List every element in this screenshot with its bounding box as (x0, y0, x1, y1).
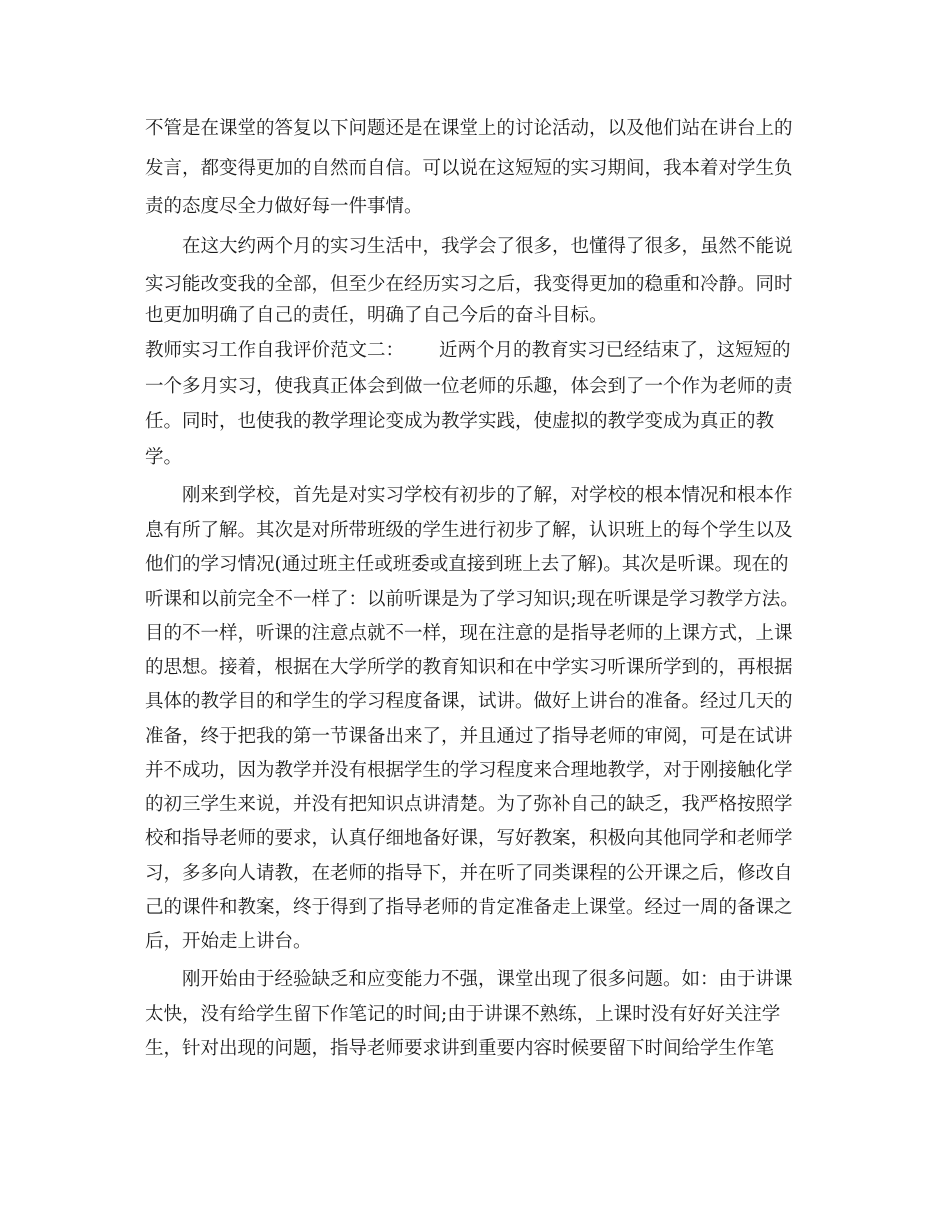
paragraph-1-line-3: 责的态度尽全力做好每一件事情。 (145, 196, 423, 217)
paragraph-4-line-13: 己的课件和教案，终于得到了指导老师的肯定准备走上课堂。经过一周的备课之 (145, 897, 793, 918)
paragraph-3-line-2: 一个多月实习，使我真正体会到做一位老师的乐趣，体会到了一个作为老师的责 (145, 376, 793, 397)
paragraph-4-line-8: 准备，终于把我的第一节课备出来了，并且通过了指导老师的审阅，可是在试讲 (145, 726, 793, 747)
paragraph-4-line-4: 听课和以前完全不一样了：以前听课是为了学习知识;现在听课是学习教学方法。 (145, 589, 799, 610)
paragraph-2-line-1: 在这大约两个月的实习生活中，我学会了很多，也懂得了很多，虽然不能说 (182, 236, 793, 257)
paragraph-4-line-10: 的初三学生来说，并没有把知识点讲清楚。为了弥补自己的缺乏，我严格按照学 (145, 794, 793, 815)
paragraph-3-line-4: 学。 (145, 447, 183, 468)
paragraph-2-line-3: 也更加明确了自己的责任，明确了自己今后的奋斗目标。 (145, 305, 608, 326)
paragraph-4-line-14: 后，开始走上讲台。 (145, 931, 312, 952)
paragraph-3-line-1 (145, 339, 791, 363)
section-heading: 教师实习工作自我评价范文二： (145, 340, 405, 361)
paragraph-1-line-2: 发言，都变得更加的自然而自信。可以说在这短短的实习期间，我本着对学生负 (145, 158, 793, 179)
paragraph-4-line-3: 他们的学习情况(通过班主任或班委或直接到班上去了解)。其次是听课。现在的 (145, 554, 789, 575)
paragraph-1-line-1: 不管是在课堂的答复以下问题还是在课堂上的讨论活动，以及他们站在讲台上的 (145, 118, 793, 139)
paragraph-3-line-3: 任。同时，也使我的教学理论变成为教学实践，使虚拟的教学变成为真正的教 (145, 411, 775, 432)
paragraph-4-line-12: 习，多多向人请教，在老师的指导下，并在听了同类课程的公开课之后，修改自 (145, 863, 793, 884)
paragraph-4-line-2: 息有所了解。其次是对所带班级的学生进行初步了解，认识班上的每个学生以及 (145, 520, 793, 541)
paragraph-4-line-6: 的思想。接着，根据在大学所学的教育知识和在中学实习听课所学到的，再根据 (145, 657, 793, 678)
paragraph-4-line-7: 具体的教学目的和学生的学习程度备课，试讲。做好上讲台的准备。经过几天的 (145, 691, 793, 712)
paragraph-4-line-9: 并不成功，因为教学并没有根据学生的学习程度来合理地教学，对于刚接触化学 (145, 760, 793, 781)
paragraph-5-line-3: 生，针对出现的问题，指导老师要求讲到重要内容时候要留下时间给学生作笔 (145, 1038, 775, 1059)
paragraph-5-line-1: 刚开始由于经验缺乏和应变能力不强，课堂出现了很多问题。如：由于讲课 (182, 969, 793, 990)
paragraph-3-first-line-text: 近两个月的教育实习已经结束了，这短短的 (439, 340, 791, 361)
paragraph-4-line-1: 刚来到学校，首先是对实习学校有初步的了解，对学校的根本情况和根本作 (182, 485, 793, 506)
paragraph-4-line-5: 目的不一样，听课的注意点就不一样，现在注意的是指导老师的上课方式，上课 (145, 623, 793, 644)
paragraph-5-line-2: 太快，没有给学生留下作笔记的时间;由于讲课不熟练，上课时没有好好关注学 (145, 1004, 781, 1025)
paragraph-2-line-2: 实习能改变我的全部，但至少在经历实习之后，我变得更加的稳重和冷静。同时 (145, 274, 793, 295)
paragraph-4-line-11: 校和指导老师的要求，认真仔细地备好课，写好教案，积极向其他同学和老师学 (145, 828, 793, 849)
